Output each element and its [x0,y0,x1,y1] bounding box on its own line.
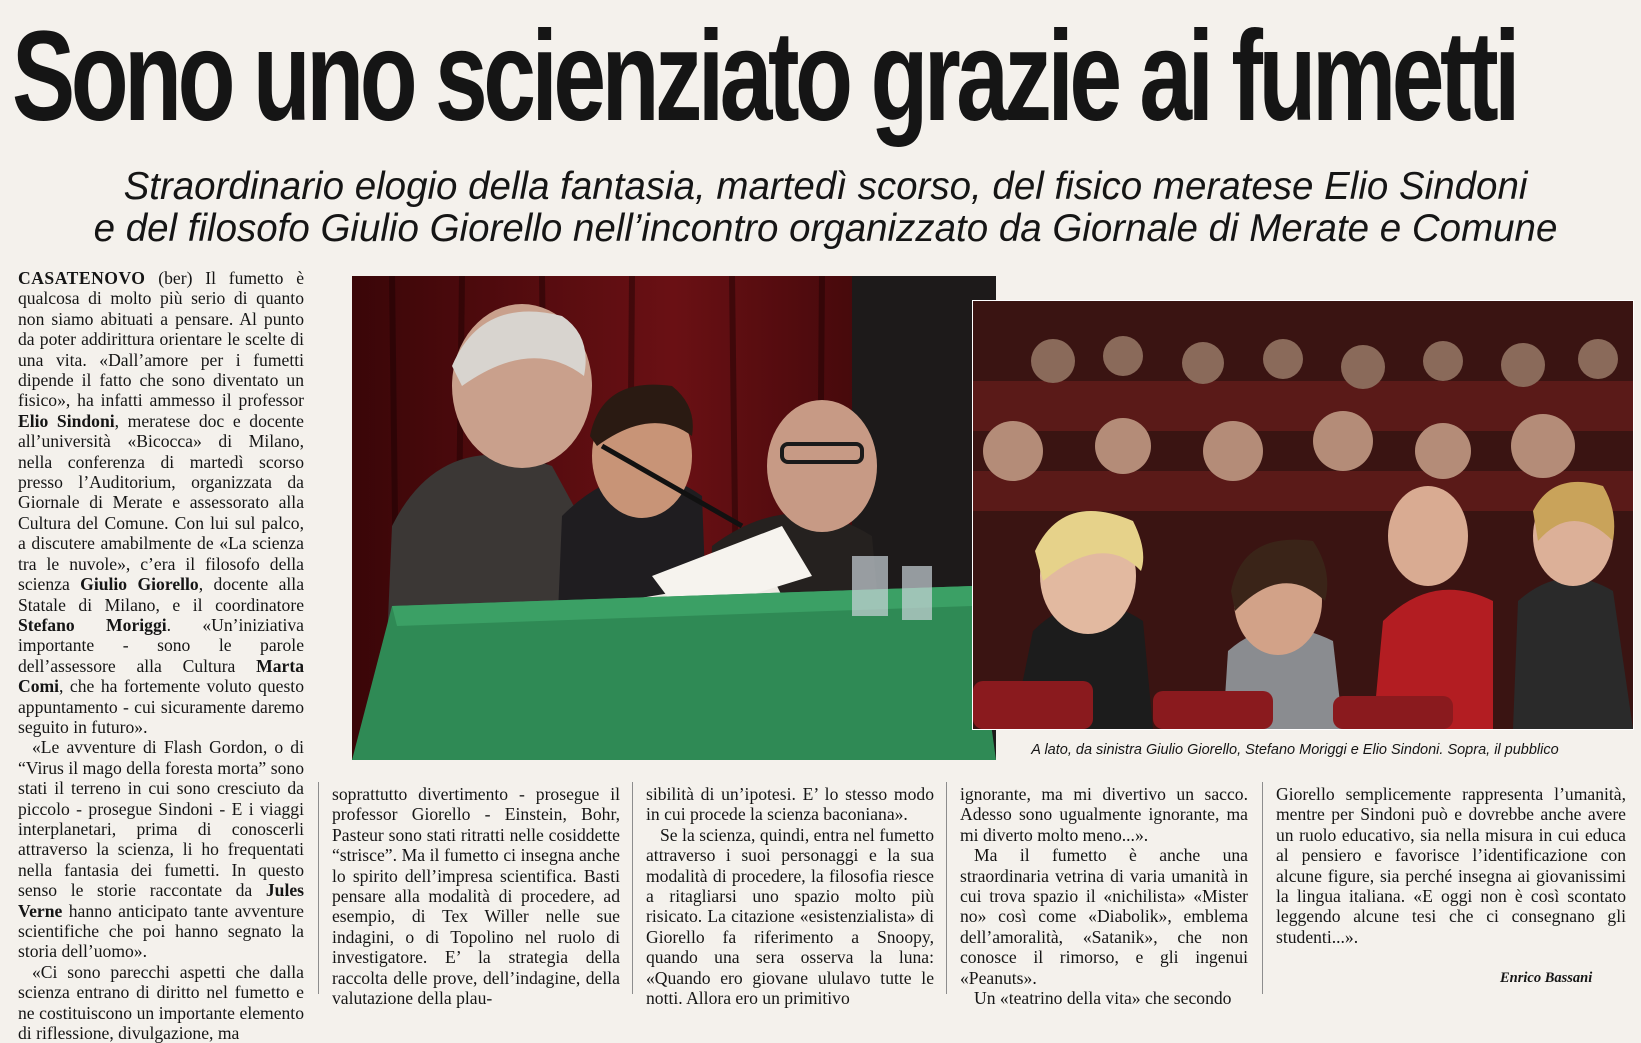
subtitle [18,166,1633,250]
photo-speakers-illustration [352,276,996,760]
paragraph: Se la scienza, quindi, entra nel fumetto attraverso i suoi personaggi e la sua modalità di procedere, la filosofia riesce a ritagliarsi uno spazio molto più risicato. La citazione «esistenzialista» di Giorello fa riferimento a Snoopy, quando una sera osserva la luna: «Quando ero giovane ululavo tutte le notti. Allora ero un primitivo [646,824,934,1009]
article-column-4 [960,784,1248,1008]
byline: (ber) [158,268,193,288]
column-rule [632,782,633,994]
person-name: Giulio Giorello [80,574,199,595]
person-name: Jules Verne [18,880,304,921]
article-column-2 [332,784,620,1008]
photo-audience-illustration [973,301,1633,729]
text-run: , meratese doc e docente all’università «Bicocca» di Milano, nella conferenza di martedì scorso presso l’Auditorium, organizzata da Giornale di Merate e assessorato alla Cultura del Comune. Con lui sul palco, a discutere amabilmente de «La scienza tra le nuvole», c’era il filosofo della scienza [18,410,304,595]
subtitle-line-1: Straordinario elogio della fantasia, martedì scorso, del fisico meratese Elio Sindoni [123,165,1528,208]
paragraph: Un «teatrino della vita» che secondo [974,988,1232,1009]
person-name: Elio Sindoni [18,410,115,431]
paragraph: soprattutto divertimento - prosegue il professor Giorello - Einstein, Bohr, Pasteur sono stati ritratti nelle cosiddette “strisce”. Ma il fumetto ci insegna anche lo spirito dell’impresa scientifica. Basti pensare alla modalità di procedere, ad esempio, di Tex Willer nelle sue indagini, o di Topolino nel ruolo di investigatore. E’ la strategia della raccolta delle prove, dell’indagine, della valutazione della plau- [332,784,620,1009]
paragraph [18,737,304,961]
person-name: Marta Comi [18,655,304,697]
paragraph: «Ci sono parecchi aspetti che dalla scienza entrano di diritto nel fumetto e ne costituiscono un importante elemento di riflessione, divulgazione, ma [18,961,304,1043]
paragraph: ignorante, ma mi divertivo un sacco. Adesso sono ugualmente ignorante, ma mi diverto molto meno...». [960,784,1248,845]
text-run: , docente alla Statale di Milano, e il coordinatore [18,574,304,615]
text-run: , che ha fortemente voluto questo appuntamento - cui sicuramente daremo seguito in futuro». [18,676,304,737]
photo-audience [972,300,1634,730]
text-run: «Le avventure di Flash Gordon, o di “Virus il mago della foresta morta” sono stati il terreno in cui sono cresciuto da piccolo - prosegue Sindoni - E i viaggi interplanetari, prima di conoscerli attraverso la scienza, li ho frequentati nella fantasia dei fumetti. In questo senso le storie raccontate da [18,737,304,901]
subtitle-line-2: e del filosofo Giulio Giorello nell’incontro organizzato da Giornale di Merate e Comune [93,207,1558,250]
column-rule [1262,782,1263,994]
paragraph: sibilità di un’ipotesi. E’ lo stesso modo in cui procede la scienza baconiana». [646,784,934,825]
article-column-1 [18,268,304,1043]
paragraph [18,268,304,737]
paragraph: Ma il fumetto è anche una straordinaria vetrina di varia umanità in cui trova spazio il «nichilista» «Mister no» così come «Diabolik», emblema dell’amoralità, «Satanik», che non conosce il rimorso, e gli ingenui «Peanuts». [960,845,1248,988]
person-name: Stefano Moriggi [18,614,167,635]
photo-caption: A lato, da sinistra Giulio Giorello, Stefano Moriggi e Elio Sindoni. Sopra, il pubblico [1031,742,1559,758]
author-signature: Enrico Bassani [1500,970,1593,986]
dateline: CASATENOVO [18,268,146,288]
headline: Sono uno scienziato grazie ai fumetti [12,5,1517,148]
article-column-5 [1276,784,1626,947]
article-column-3 [646,784,934,1008]
paragraph: Giorello semplicemente rappresenta l’umanità, mentre per Sindoni può e dovrebbe anche avere un ruolo educativo, sia nella misura in cui educa al pensiero e favorisce l’identificazione con alcune figure, sia perché insegna ai giovanissimi la lingua italiana. «E oggi non è così scontato leggendo alcune tesi che ci consegnano gli studenti...». [1276,784,1626,947]
text-run: . «Un’iniziativa importante - sono le parole dell’assessore alla Cultura [18,614,304,676]
column-rule [318,782,319,994]
text-run: hanno anticipato tante avventure scientifiche che poi hanno segnato la storia dell’uomo». [18,900,304,962]
photo-speakers [352,276,996,760]
column-rule [946,782,947,994]
text-run: Il fumetto è qualcosa di molto più serio di quanto non siamo abituati a pensare. Al punto da poter addirittura orientare le scelte di una vita. «Dall’amore per i fumetti dipende il fatto che sono diventato un fisico», ha infatti ammesso il professor [18,268,305,411]
